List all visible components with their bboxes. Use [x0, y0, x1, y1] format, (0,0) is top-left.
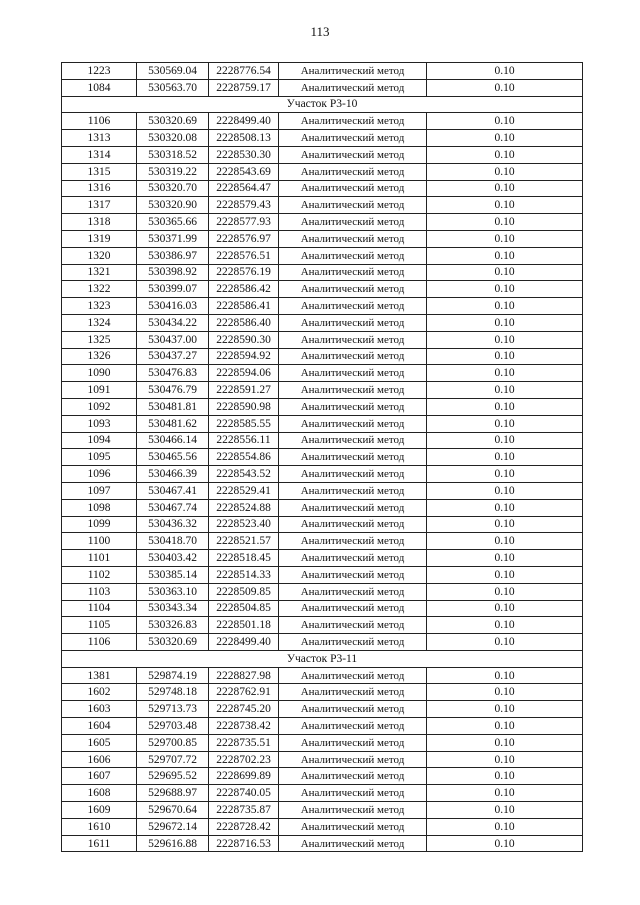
accuracy-cell: 0.10 — [427, 667, 583, 684]
x-coordinate-cell: 529700.85 — [137, 734, 209, 751]
y-coordinate-cell: 2228827.98 — [209, 667, 279, 684]
accuracy-cell: 0.10 — [427, 734, 583, 751]
y-coordinate-cell: 2228556.11 — [209, 432, 279, 449]
table-row — [62, 768, 583, 785]
accuracy-cell: 0.10 — [427, 331, 583, 348]
accuracy-cell: 0.10 — [427, 835, 583, 852]
point-number-cell: 1323 — [62, 298, 137, 315]
x-coordinate-cell: 530563.70 — [137, 79, 209, 96]
x-coordinate-cell: 530320.70 — [137, 180, 209, 197]
section-header-row — [62, 96, 583, 113]
method-cell: Аналитический метод — [279, 180, 427, 197]
y-coordinate-cell: 2228594.06 — [209, 365, 279, 382]
accuracy-cell: 0.10 — [427, 482, 583, 499]
table-row — [62, 365, 583, 382]
x-coordinate-cell: 530416.03 — [137, 298, 209, 315]
y-coordinate-cell: 2228735.87 — [209, 802, 279, 819]
accuracy-cell: 0.10 — [427, 247, 583, 264]
point-number-cell: 1096 — [62, 466, 137, 483]
accuracy-cell: 0.10 — [427, 163, 583, 180]
point-number-cell: 1381 — [62, 667, 137, 684]
accuracy-cell: 0.10 — [427, 802, 583, 819]
accuracy-cell: 0.10 — [427, 365, 583, 382]
point-number-cell: 1084 — [62, 79, 137, 96]
y-coordinate-cell: 2228514.33 — [209, 566, 279, 583]
table-row — [62, 298, 583, 315]
method-cell: Аналитический метод — [279, 516, 427, 533]
x-coordinate-cell: 530365.66 — [137, 214, 209, 231]
y-coordinate-cell: 2228524.88 — [209, 499, 279, 516]
point-number-cell: 1603 — [62, 701, 137, 718]
accuracy-cell: 0.10 — [427, 768, 583, 785]
point-number-cell: 1093 — [62, 415, 137, 432]
table-row — [62, 63, 583, 80]
y-coordinate-cell: 2228735.51 — [209, 734, 279, 751]
point-number-cell: 1321 — [62, 264, 137, 281]
accuracy-cell: 0.10 — [427, 684, 583, 701]
method-cell: Аналитический метод — [279, 79, 427, 96]
method-cell: Аналитический метод — [279, 365, 427, 382]
y-coordinate-cell: 2228543.69 — [209, 163, 279, 180]
x-coordinate-cell: 530320.90 — [137, 197, 209, 214]
accuracy-cell: 0.10 — [427, 415, 583, 432]
method-cell: Аналитический метод — [279, 382, 427, 399]
accuracy-cell: 0.10 — [427, 398, 583, 415]
table-row — [62, 566, 583, 583]
x-coordinate-cell: 530476.83 — [137, 365, 209, 382]
method-cell: Аналитический метод — [279, 113, 427, 130]
method-cell: Аналитический метод — [279, 802, 427, 819]
x-coordinate-cell: 530403.42 — [137, 550, 209, 567]
x-coordinate-cell: 530436.32 — [137, 516, 209, 533]
point-number-cell: 1103 — [62, 583, 137, 600]
table-row — [62, 130, 583, 147]
x-coordinate-cell: 530371.99 — [137, 230, 209, 247]
table-row — [62, 785, 583, 802]
accuracy-cell: 0.10 — [427, 314, 583, 331]
y-coordinate-cell: 2228504.85 — [209, 600, 279, 617]
table-row — [62, 348, 583, 365]
y-coordinate-cell: 2228745.20 — [209, 701, 279, 718]
y-coordinate-cell: 2228529.41 — [209, 482, 279, 499]
accuracy-cell: 0.10 — [427, 79, 583, 96]
table-row — [62, 214, 583, 231]
point-number-cell: 1097 — [62, 482, 137, 499]
accuracy-cell: 0.10 — [427, 566, 583, 583]
y-coordinate-cell: 2228564.47 — [209, 180, 279, 197]
y-coordinate-cell: 2228740.05 — [209, 785, 279, 802]
x-coordinate-cell: 530343.34 — [137, 600, 209, 617]
y-coordinate-cell: 2228577.93 — [209, 214, 279, 231]
accuracy-cell: 0.10 — [427, 751, 583, 768]
table-row — [62, 802, 583, 819]
method-cell: Аналитический метод — [279, 600, 427, 617]
table-row — [62, 550, 583, 567]
accuracy-cell: 0.10 — [427, 146, 583, 163]
table-row — [62, 281, 583, 298]
point-number-cell: 1322 — [62, 281, 137, 298]
table-row — [62, 499, 583, 516]
accuracy-cell: 0.10 — [427, 63, 583, 80]
point-number-cell: 1607 — [62, 768, 137, 785]
point-number-cell: 1091 — [62, 382, 137, 399]
x-coordinate-cell: 530466.14 — [137, 432, 209, 449]
method-cell: Аналитический метод — [279, 499, 427, 516]
accuracy-cell: 0.10 — [427, 550, 583, 567]
y-coordinate-cell: 2228576.19 — [209, 264, 279, 281]
point-number-cell: 1313 — [62, 130, 137, 147]
method-cell: Аналитический метод — [279, 835, 427, 852]
table-row — [62, 382, 583, 399]
table-row — [62, 466, 583, 483]
method-cell: Аналитический метод — [279, 398, 427, 415]
method-cell: Аналитический метод — [279, 130, 427, 147]
x-coordinate-cell: 529703.48 — [137, 718, 209, 735]
y-coordinate-cell: 2228576.97 — [209, 230, 279, 247]
x-coordinate-cell: 530363.10 — [137, 583, 209, 600]
point-number-cell: 1319 — [62, 230, 137, 247]
x-coordinate-cell: 529672.14 — [137, 818, 209, 835]
accuracy-cell: 0.10 — [427, 264, 583, 281]
point-number-cell: 1098 — [62, 499, 137, 516]
x-coordinate-cell: 530320.69 — [137, 634, 209, 651]
table-row — [62, 835, 583, 852]
method-cell: Аналитический метод — [279, 281, 427, 298]
point-number-cell: 1609 — [62, 802, 137, 819]
section-title: Участок Р3-10 — [62, 96, 583, 113]
method-cell: Аналитический метод — [279, 466, 427, 483]
method-cell: Аналитический метод — [279, 768, 427, 785]
table-row — [62, 818, 583, 835]
x-coordinate-cell: 530319.22 — [137, 163, 209, 180]
x-coordinate-cell: 530467.74 — [137, 499, 209, 516]
point-number-cell: 1602 — [62, 684, 137, 701]
y-coordinate-cell: 2228530.30 — [209, 146, 279, 163]
accuracy-cell: 0.10 — [427, 701, 583, 718]
table-row — [62, 113, 583, 130]
accuracy-cell: 0.10 — [427, 533, 583, 550]
x-coordinate-cell: 530386.97 — [137, 247, 209, 264]
accuracy-cell: 0.10 — [427, 718, 583, 735]
x-coordinate-cell: 530318.52 — [137, 146, 209, 163]
x-coordinate-cell: 530569.04 — [137, 63, 209, 80]
point-number-cell: 1106 — [62, 113, 137, 130]
y-coordinate-cell: 2228594.92 — [209, 348, 279, 365]
point-number-cell: 1606 — [62, 751, 137, 768]
y-coordinate-cell: 2228554.86 — [209, 449, 279, 466]
y-coordinate-cell: 2228716.53 — [209, 835, 279, 852]
point-number-cell: 1105 — [62, 617, 137, 634]
table-row — [62, 667, 583, 684]
table-row — [62, 415, 583, 432]
table-row — [62, 264, 583, 281]
method-cell: Аналитический метод — [279, 684, 427, 701]
table-row — [62, 701, 583, 718]
x-coordinate-cell: 529874.19 — [137, 667, 209, 684]
coordinates-table-body — [62, 63, 583, 852]
y-coordinate-cell: 2228590.30 — [209, 331, 279, 348]
accuracy-cell: 0.10 — [427, 432, 583, 449]
method-cell: Аналитический метод — [279, 432, 427, 449]
point-number-cell: 1090 — [62, 365, 137, 382]
x-coordinate-cell: 529695.52 — [137, 768, 209, 785]
table-row — [62, 449, 583, 466]
y-coordinate-cell: 2228509.85 — [209, 583, 279, 600]
x-coordinate-cell: 529707.72 — [137, 751, 209, 768]
point-number-cell: 1315 — [62, 163, 137, 180]
x-coordinate-cell: 530385.14 — [137, 566, 209, 583]
table-row — [62, 516, 583, 533]
method-cell: Аналитический метод — [279, 634, 427, 651]
page-number: 113 — [310, 24, 330, 39]
table-row — [62, 197, 583, 214]
accuracy-cell: 0.10 — [427, 214, 583, 231]
y-coordinate-cell: 2228499.40 — [209, 113, 279, 130]
point-number-cell: 1102 — [62, 566, 137, 583]
table-row — [62, 230, 583, 247]
y-coordinate-cell: 2228702.23 — [209, 751, 279, 768]
x-coordinate-cell: 529713.73 — [137, 701, 209, 718]
y-coordinate-cell: 2228762.91 — [209, 684, 279, 701]
x-coordinate-cell: 530467.41 — [137, 482, 209, 499]
table-row — [62, 79, 583, 96]
y-coordinate-cell: 2228699.89 — [209, 768, 279, 785]
x-coordinate-cell: 530481.81 — [137, 398, 209, 415]
x-coordinate-cell: 530466.39 — [137, 466, 209, 483]
x-coordinate-cell: 530320.08 — [137, 130, 209, 147]
method-cell: Аналитический метод — [279, 617, 427, 634]
table-row — [62, 684, 583, 701]
point-number-cell: 1320 — [62, 247, 137, 264]
accuracy-cell: 0.10 — [427, 348, 583, 365]
accuracy-cell: 0.10 — [427, 281, 583, 298]
y-coordinate-cell: 2228585.55 — [209, 415, 279, 432]
y-coordinate-cell: 2228738.42 — [209, 718, 279, 735]
point-number-cell: 1611 — [62, 835, 137, 852]
y-coordinate-cell: 2228501.18 — [209, 617, 279, 634]
method-cell: Аналитический метод — [279, 583, 427, 600]
table-row — [62, 247, 583, 264]
point-number-cell: 1100 — [62, 533, 137, 550]
table-row — [62, 617, 583, 634]
method-cell: Аналитический метод — [279, 449, 427, 466]
accuracy-cell: 0.10 — [427, 180, 583, 197]
method-cell: Аналитический метод — [279, 247, 427, 264]
point-number-cell: 1101 — [62, 550, 137, 567]
table-row — [62, 398, 583, 415]
coordinates-table — [61, 62, 583, 852]
x-coordinate-cell: 530320.69 — [137, 113, 209, 130]
method-cell: Аналитический метод — [279, 163, 427, 180]
table-row — [62, 583, 583, 600]
method-cell: Аналитический метод — [279, 214, 427, 231]
method-cell: Аналитический метод — [279, 298, 427, 315]
point-number-cell: 1317 — [62, 197, 137, 214]
point-number-cell: 1092 — [62, 398, 137, 415]
method-cell: Аналитический метод — [279, 314, 427, 331]
table-row — [62, 600, 583, 617]
point-number-cell: 1106 — [62, 634, 137, 651]
accuracy-cell: 0.10 — [427, 466, 583, 483]
method-cell: Аналитический метод — [279, 264, 427, 281]
accuracy-cell: 0.10 — [427, 113, 583, 130]
point-number-cell: 1094 — [62, 432, 137, 449]
accuracy-cell: 0.10 — [427, 298, 583, 315]
accuracy-cell: 0.10 — [427, 617, 583, 634]
method-cell: Аналитический метод — [279, 348, 427, 365]
point-number-cell: 1324 — [62, 314, 137, 331]
method-cell: Аналитический метод — [279, 734, 427, 751]
table-row — [62, 751, 583, 768]
x-coordinate-cell: 530481.62 — [137, 415, 209, 432]
point-number-cell: 1608 — [62, 785, 137, 802]
method-cell: Аналитический метод — [279, 785, 427, 802]
accuracy-cell: 0.10 — [427, 785, 583, 802]
accuracy-cell: 0.10 — [427, 382, 583, 399]
point-number-cell: 1314 — [62, 146, 137, 163]
point-number-cell: 1316 — [62, 180, 137, 197]
y-coordinate-cell: 2228499.40 — [209, 634, 279, 651]
accuracy-cell: 0.10 — [427, 583, 583, 600]
y-coordinate-cell: 2228591.27 — [209, 382, 279, 399]
x-coordinate-cell: 530326.83 — [137, 617, 209, 634]
point-number-cell: 1610 — [62, 818, 137, 835]
method-cell: Аналитический метод — [279, 331, 427, 348]
accuracy-cell: 0.10 — [427, 449, 583, 466]
table-row — [62, 163, 583, 180]
x-coordinate-cell: 530465.56 — [137, 449, 209, 466]
y-coordinate-cell: 2228543.52 — [209, 466, 279, 483]
table-row — [62, 718, 583, 735]
method-cell: Аналитический метод — [279, 197, 427, 214]
x-coordinate-cell: 529688.97 — [137, 785, 209, 802]
y-coordinate-cell: 2228521.57 — [209, 533, 279, 550]
accuracy-cell: 0.10 — [427, 230, 583, 247]
accuracy-cell: 0.10 — [427, 197, 583, 214]
point-number-cell: 1605 — [62, 734, 137, 751]
point-number-cell: 1104 — [62, 600, 137, 617]
method-cell: Аналитический метод — [279, 230, 427, 247]
x-coordinate-cell: 529616.88 — [137, 835, 209, 852]
method-cell: Аналитический метод — [279, 482, 427, 499]
method-cell: Аналитический метод — [279, 533, 427, 550]
accuracy-cell: 0.10 — [427, 634, 583, 651]
table-row — [62, 533, 583, 550]
point-number-cell: 1325 — [62, 331, 137, 348]
method-cell: Аналитический метод — [279, 63, 427, 80]
point-number-cell: 1095 — [62, 449, 137, 466]
table-row — [62, 146, 583, 163]
point-number-cell: 1604 — [62, 718, 137, 735]
method-cell: Аналитический метод — [279, 718, 427, 735]
y-coordinate-cell: 2228518.45 — [209, 550, 279, 567]
y-coordinate-cell: 2228759.17 — [209, 79, 279, 96]
table-row — [62, 734, 583, 751]
x-coordinate-cell: 530476.79 — [137, 382, 209, 399]
method-cell: Аналитический метод — [279, 415, 427, 432]
table-row — [62, 432, 583, 449]
accuracy-cell: 0.10 — [427, 600, 583, 617]
x-coordinate-cell: 529748.18 — [137, 684, 209, 701]
x-coordinate-cell: 530437.00 — [137, 331, 209, 348]
method-cell: Аналитический метод — [279, 701, 427, 718]
accuracy-cell: 0.10 — [427, 499, 583, 516]
accuracy-cell: 0.10 — [427, 516, 583, 533]
table-row — [62, 180, 583, 197]
y-coordinate-cell: 2228586.42 — [209, 281, 279, 298]
point-number-cell: 1318 — [62, 214, 137, 231]
point-number-cell: 1223 — [62, 63, 137, 80]
table-row — [62, 482, 583, 499]
method-cell: Аналитический метод — [279, 566, 427, 583]
accuracy-cell: 0.10 — [427, 818, 583, 835]
accuracy-cell: 0.10 — [427, 130, 583, 147]
y-coordinate-cell: 2228728.42 — [209, 818, 279, 835]
y-coordinate-cell: 2228508.13 — [209, 130, 279, 147]
x-coordinate-cell: 530437.27 — [137, 348, 209, 365]
x-coordinate-cell: 530418.70 — [137, 533, 209, 550]
y-coordinate-cell: 2228523.40 — [209, 516, 279, 533]
point-number-cell: 1099 — [62, 516, 137, 533]
method-cell: Аналитический метод — [279, 667, 427, 684]
method-cell: Аналитический метод — [279, 818, 427, 835]
section-header-row — [62, 650, 583, 667]
section-title: Участок Р3-11 — [62, 650, 583, 667]
x-coordinate-cell: 529670.64 — [137, 802, 209, 819]
method-cell: Аналитический метод — [279, 550, 427, 567]
y-coordinate-cell: 2228586.41 — [209, 298, 279, 315]
table-row — [62, 331, 583, 348]
table-row — [62, 634, 583, 651]
y-coordinate-cell: 2228576.51 — [209, 247, 279, 264]
table-row — [62, 314, 583, 331]
y-coordinate-cell: 2228579.43 — [209, 197, 279, 214]
x-coordinate-cell: 530434.22 — [137, 314, 209, 331]
point-number-cell: 1326 — [62, 348, 137, 365]
y-coordinate-cell: 2228586.40 — [209, 314, 279, 331]
y-coordinate-cell: 2228590.98 — [209, 398, 279, 415]
x-coordinate-cell: 530398.92 — [137, 264, 209, 281]
method-cell: Аналитический метод — [279, 146, 427, 163]
x-coordinate-cell: 530399.07 — [137, 281, 209, 298]
method-cell: Аналитический метод — [279, 751, 427, 768]
y-coordinate-cell: 2228776.54 — [209, 63, 279, 80]
